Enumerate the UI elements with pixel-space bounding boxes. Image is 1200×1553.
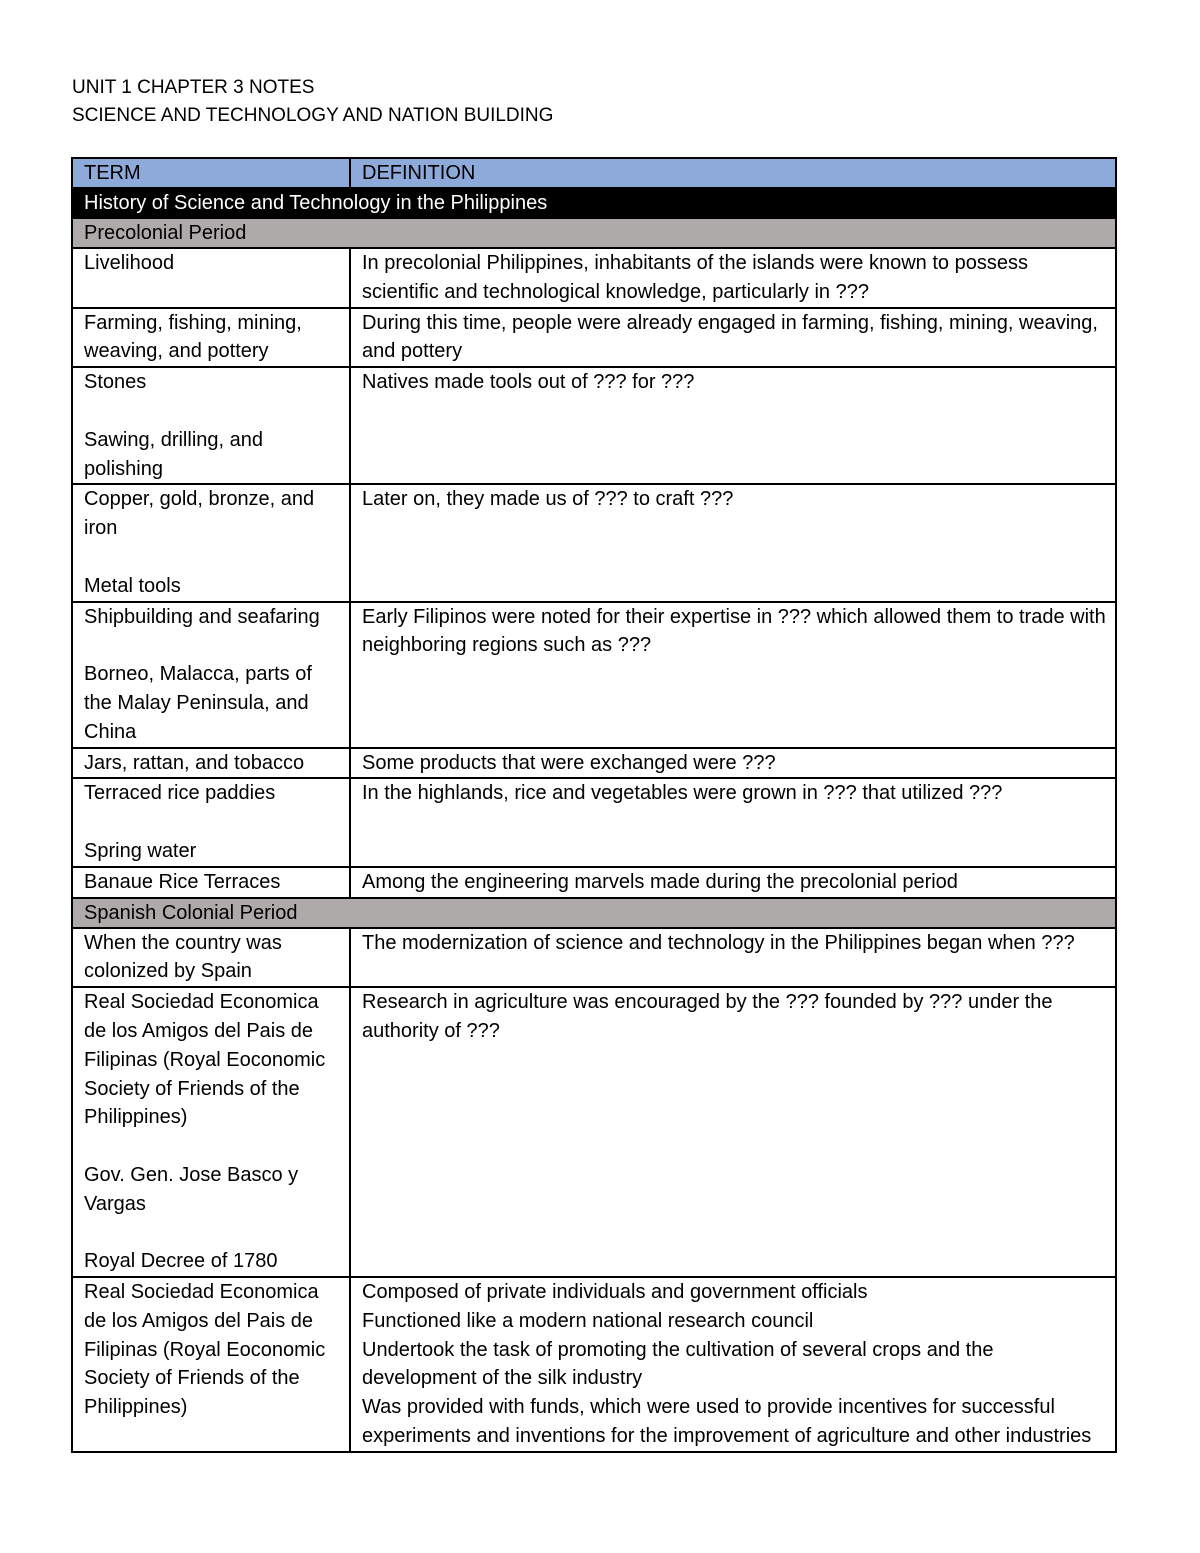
section-row — [72, 188, 1116, 218]
definition-text: In the highlands, rice and vegetables were grown in ??? that utilized ??? — [362, 782, 1003, 805]
term-column-header: TERM — [72, 158, 350, 188]
term-text: Shipbuilding and seafaring — [84, 605, 320, 628]
definition-text: Research in agriculture was encouraged by the ??? founded by ??? under the authority of ??? — [362, 991, 1053, 1042]
term-cell — [72, 928, 350, 988]
term-text: Real Sociedad Economica de los Amigos del Pais de Filipinas (Royal Eoconomic Society of Friends of the Philippines) — [84, 1281, 326, 1419]
table-row — [72, 484, 1116, 601]
definition-cell — [350, 748, 1116, 779]
term-text: Sawing, drilling, and polishing — [84, 428, 263, 480]
term-cell — [72, 1277, 350, 1452]
section-title: History of Science and Technology in the Philippines — [72, 188, 1116, 218]
table-row — [72, 778, 1116, 866]
term-text: Spring water — [84, 839, 197, 862]
definition-text: Later on, they made us of ??? to craft ??? — [362, 488, 734, 511]
spanish-colonial-rows — [72, 928, 1116, 1452]
period-title-precolonial: Precolonial Period — [72, 218, 1116, 248]
table-row — [72, 928, 1116, 988]
definition-text: In precolonial Philippines, inhabitants of the islands were known to possess scientific and technological knowledge, particularly in ??? — [362, 252, 1028, 303]
term-cell — [72, 367, 350, 484]
document-header — [72, 74, 553, 130]
table-row — [72, 602, 1116, 748]
definition-text: Some products that were exchanged were ??? — [362, 751, 776, 774]
document-title: UNIT 1 CHAPTER 3 NOTES — [72, 77, 315, 98]
definition-text: Functioned like a modern national research council — [362, 1309, 814, 1332]
term-cell — [72, 778, 350, 866]
definition-cell — [350, 484, 1116, 601]
term-text: Copper, gold, bronze, and iron — [84, 488, 315, 540]
term-text: Real Sociedad Economica de los Amigos del Pais de Filipinas (Royal Eoconomic Society of Friends of the Philippines) — [84, 991, 326, 1129]
term-spacer — [84, 808, 341, 837]
table-row — [72, 248, 1116, 308]
term-text: Livelihood — [84, 252, 175, 274]
definition-cell — [350, 987, 1116, 1277]
definition-cell — [350, 602, 1116, 748]
definition-text: Natives made tools out of ??? for ??? — [362, 371, 695, 394]
term-cell — [72, 602, 350, 748]
table-row — [72, 367, 1116, 484]
definition-text: Undertook the task of promoting the cultivation of several crops and the development of the silk industry — [362, 1338, 994, 1390]
period-row — [72, 898, 1116, 928]
definition-text: The modernization of science and technology in the Philippines began when ??? — [362, 931, 1075, 954]
term-text: Metal tools — [84, 574, 181, 597]
table-header-row — [72, 158, 1116, 188]
document-subtitle: SCIENCE AND TECHNOLOGY AND NATION BUILDING — [72, 105, 554, 126]
term-cell — [72, 248, 350, 308]
term-cell — [72, 308, 350, 368]
term-spacer — [84, 631, 341, 660]
term-text: Royal Decree of 1780 — [84, 1250, 278, 1273]
table-row — [72, 308, 1116, 368]
term-cell — [72, 748, 350, 779]
definition-cell — [350, 367, 1116, 484]
period-title-spanish: Spanish Colonial Period — [72, 898, 1116, 928]
table-row — [72, 1277, 1116, 1452]
definition-text: Composed of private individuals and government officials — [362, 1281, 868, 1304]
definition-column-header: DEFINITION — [350, 158, 1116, 188]
precolonial-rows — [72, 248, 1116, 898]
term-text: Borneo, Malacca, parts of the Malay Peninsula, and China — [84, 663, 312, 743]
definition-text: Early Filipinos were noted for their expertise in ??? which allowed them to trade with neighboring regions such as ??? — [362, 605, 1106, 657]
definition-cell — [350, 248, 1116, 308]
table-row — [72, 987, 1116, 1277]
term-spacer — [84, 397, 341, 426]
term-text: Gov. Gen. Jose Basco y Vargas — [84, 1163, 299, 1215]
term-text: Jars, rattan, and tobacco — [84, 751, 305, 774]
table-row — [72, 867, 1116, 898]
term-text: Terraced rice paddies — [84, 782, 276, 805]
term-text: Banaue Rice Terraces — [84, 870, 281, 893]
definition-cell — [350, 867, 1116, 898]
period-row — [72, 218, 1116, 248]
term-text: Farming, fishing, mining, weaving, and pottery — [84, 311, 302, 363]
definition-cell — [350, 308, 1116, 368]
term-text: Stones — [84, 371, 147, 394]
definition-text: Was provided with funds, which were used to provide incentives for successful experiments and inventions for the improvement of agriculture and other industries — [362, 1396, 1092, 1448]
term-text: When the country was colonized by Spain — [84, 931, 282, 983]
term-cell — [72, 987, 350, 1277]
definition-text: Among the engineering marvels made during the precolonial period — [362, 870, 958, 893]
term-cell — [72, 867, 350, 898]
term-cell — [72, 484, 350, 601]
table-row — [72, 748, 1116, 779]
definition-cell — [350, 1277, 1116, 1452]
definition-cell — [350, 778, 1116, 866]
term-spacer — [84, 1219, 341, 1248]
term-spacer — [84, 1132, 341, 1161]
notes-table — [71, 157, 1117, 1453]
definition-text: During this time, people were already engaged in farming, fishing, mining, weaving, and pottery — [362, 311, 1098, 363]
definition-cell — [350, 928, 1116, 988]
term-spacer — [84, 543, 341, 572]
